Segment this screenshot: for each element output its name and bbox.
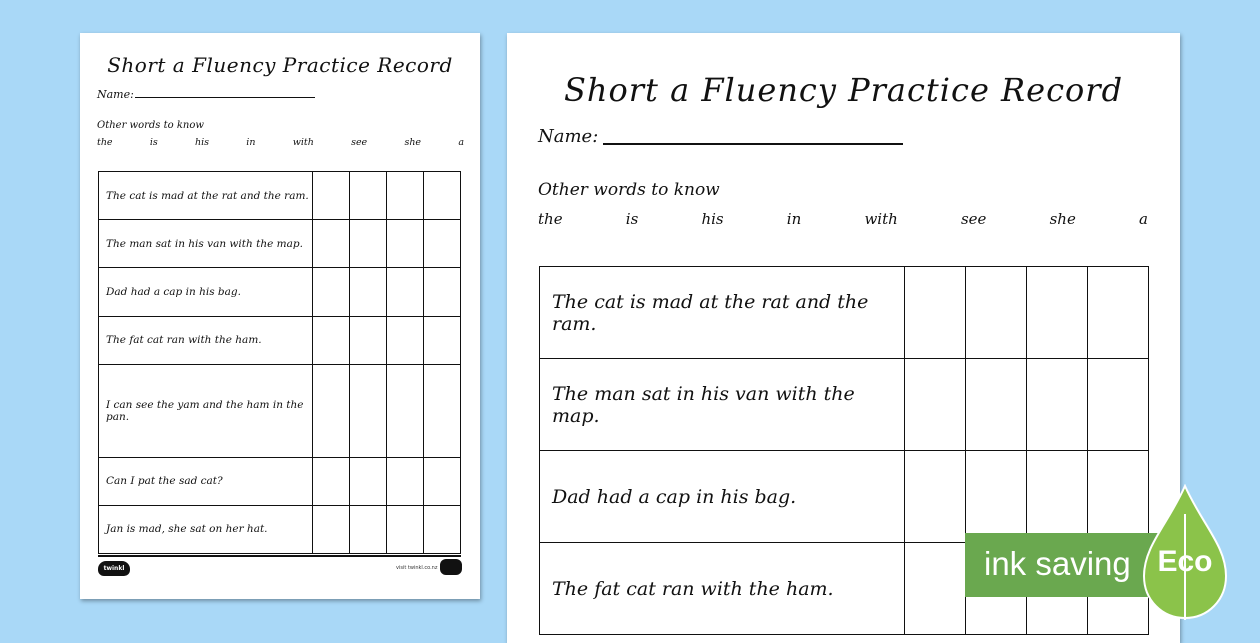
tally-box xyxy=(387,316,424,364)
tally-box xyxy=(966,451,1027,543)
sentence-cell: Can I pat the sad cat? xyxy=(99,457,313,505)
table-row xyxy=(99,172,461,220)
worksheet-thumbnail xyxy=(80,33,480,599)
sentence-cell: The cat is mad at the rat and the ram. xyxy=(540,267,905,359)
tally-box xyxy=(387,457,424,505)
tally-box xyxy=(387,505,424,553)
tally-box xyxy=(424,172,461,220)
sentence-cell: The man sat in his van with the map. xyxy=(99,220,313,268)
tally-box xyxy=(313,316,350,364)
sentence-cell: Dad had a cap in his bag. xyxy=(540,451,905,543)
tally-box xyxy=(1088,359,1149,451)
tally-box xyxy=(1027,267,1088,359)
tally-box xyxy=(424,505,461,553)
other-word: the xyxy=(538,210,563,228)
tally-box xyxy=(313,172,350,220)
sentence-cell: The fat cat ran with the ham. xyxy=(99,316,313,364)
tally-box xyxy=(1088,451,1149,543)
tally-box xyxy=(424,268,461,316)
footer-url: visit twinkl.co.nz xyxy=(396,565,438,571)
other-word: a xyxy=(458,137,464,148)
sentence-cell: Dad had a cap in his bag. xyxy=(99,268,313,316)
table-row xyxy=(99,505,461,553)
table-row xyxy=(99,268,461,316)
sentence-cell: The man sat in his van with the map. xyxy=(540,359,905,451)
other-word: his xyxy=(701,210,724,228)
tally-box xyxy=(424,316,461,364)
name-label: Name: xyxy=(538,126,599,147)
tally-box xyxy=(313,220,350,268)
ink-saving-label: ink saving xyxy=(984,545,1131,582)
sentence-cell: The fat cat ran with the ham. xyxy=(540,543,905,635)
tally-box xyxy=(350,316,387,364)
name-line xyxy=(135,97,315,98)
page-title: Short a Fluency Practice Record xyxy=(563,71,1124,109)
page-title: Short a Fluency Practice Record xyxy=(107,53,453,77)
other-word: a xyxy=(1139,210,1148,228)
other-word: the xyxy=(97,137,113,148)
tally-box xyxy=(313,364,350,457)
tally-box xyxy=(1027,359,1088,451)
twinkl-logo: twinkl xyxy=(98,561,130,576)
tally-box xyxy=(350,268,387,316)
table-row xyxy=(99,457,461,505)
footer-rule xyxy=(98,555,461,557)
tally-box xyxy=(905,359,966,451)
tally-box xyxy=(966,359,1027,451)
tally-box xyxy=(350,220,387,268)
tally-box xyxy=(905,451,966,543)
other-word: is xyxy=(625,210,639,228)
other-word: see xyxy=(960,210,987,228)
name-line xyxy=(603,143,903,145)
other-word: in xyxy=(246,137,256,148)
tally-box xyxy=(424,220,461,268)
tally-box xyxy=(313,457,350,505)
other-word: she xyxy=(404,137,422,148)
other-words-list xyxy=(97,137,464,148)
tally-box xyxy=(905,543,966,635)
tally-box xyxy=(387,268,424,316)
tally-box xyxy=(1088,267,1149,359)
tally-box xyxy=(350,172,387,220)
tally-box xyxy=(350,505,387,553)
other-word: his xyxy=(194,137,210,148)
tally-box xyxy=(387,220,424,268)
other-words-label: Other words to know xyxy=(97,120,204,131)
sentence-cell: I can see the yam and the ham in the pan. xyxy=(99,364,313,457)
eco-label: Eco xyxy=(1157,545,1213,578)
table-row xyxy=(540,359,1149,451)
other-words-list xyxy=(538,210,1148,228)
tally-box xyxy=(424,457,461,505)
badge-logo-icon xyxy=(440,559,462,575)
tally-box xyxy=(387,364,424,457)
other-word: is xyxy=(149,137,158,148)
tally-box xyxy=(905,267,966,359)
other-words-label: Other words to know xyxy=(538,180,720,200)
other-word: with xyxy=(292,137,314,148)
tally-box xyxy=(387,172,424,220)
tally-box xyxy=(966,267,1027,359)
table-row xyxy=(99,364,461,457)
sentence-cell: The cat is mad at the rat and the ram. xyxy=(99,172,313,220)
tally-box xyxy=(313,268,350,316)
tally-box xyxy=(424,364,461,457)
tally-box xyxy=(313,505,350,553)
name-label: Name: xyxy=(97,88,134,101)
other-word: in xyxy=(786,210,802,228)
other-word: with xyxy=(864,210,898,228)
other-word: see xyxy=(351,137,368,148)
table-row xyxy=(99,220,461,268)
tally-box xyxy=(350,364,387,457)
other-word: she xyxy=(1049,210,1076,228)
table-row xyxy=(99,316,461,364)
practice-table xyxy=(98,171,461,554)
sentence-cell: Jan is mad, she sat on her hat. xyxy=(99,505,313,553)
table-row xyxy=(540,451,1149,543)
tally-box xyxy=(1027,451,1088,543)
table-row xyxy=(540,267,1149,359)
tally-box xyxy=(350,457,387,505)
